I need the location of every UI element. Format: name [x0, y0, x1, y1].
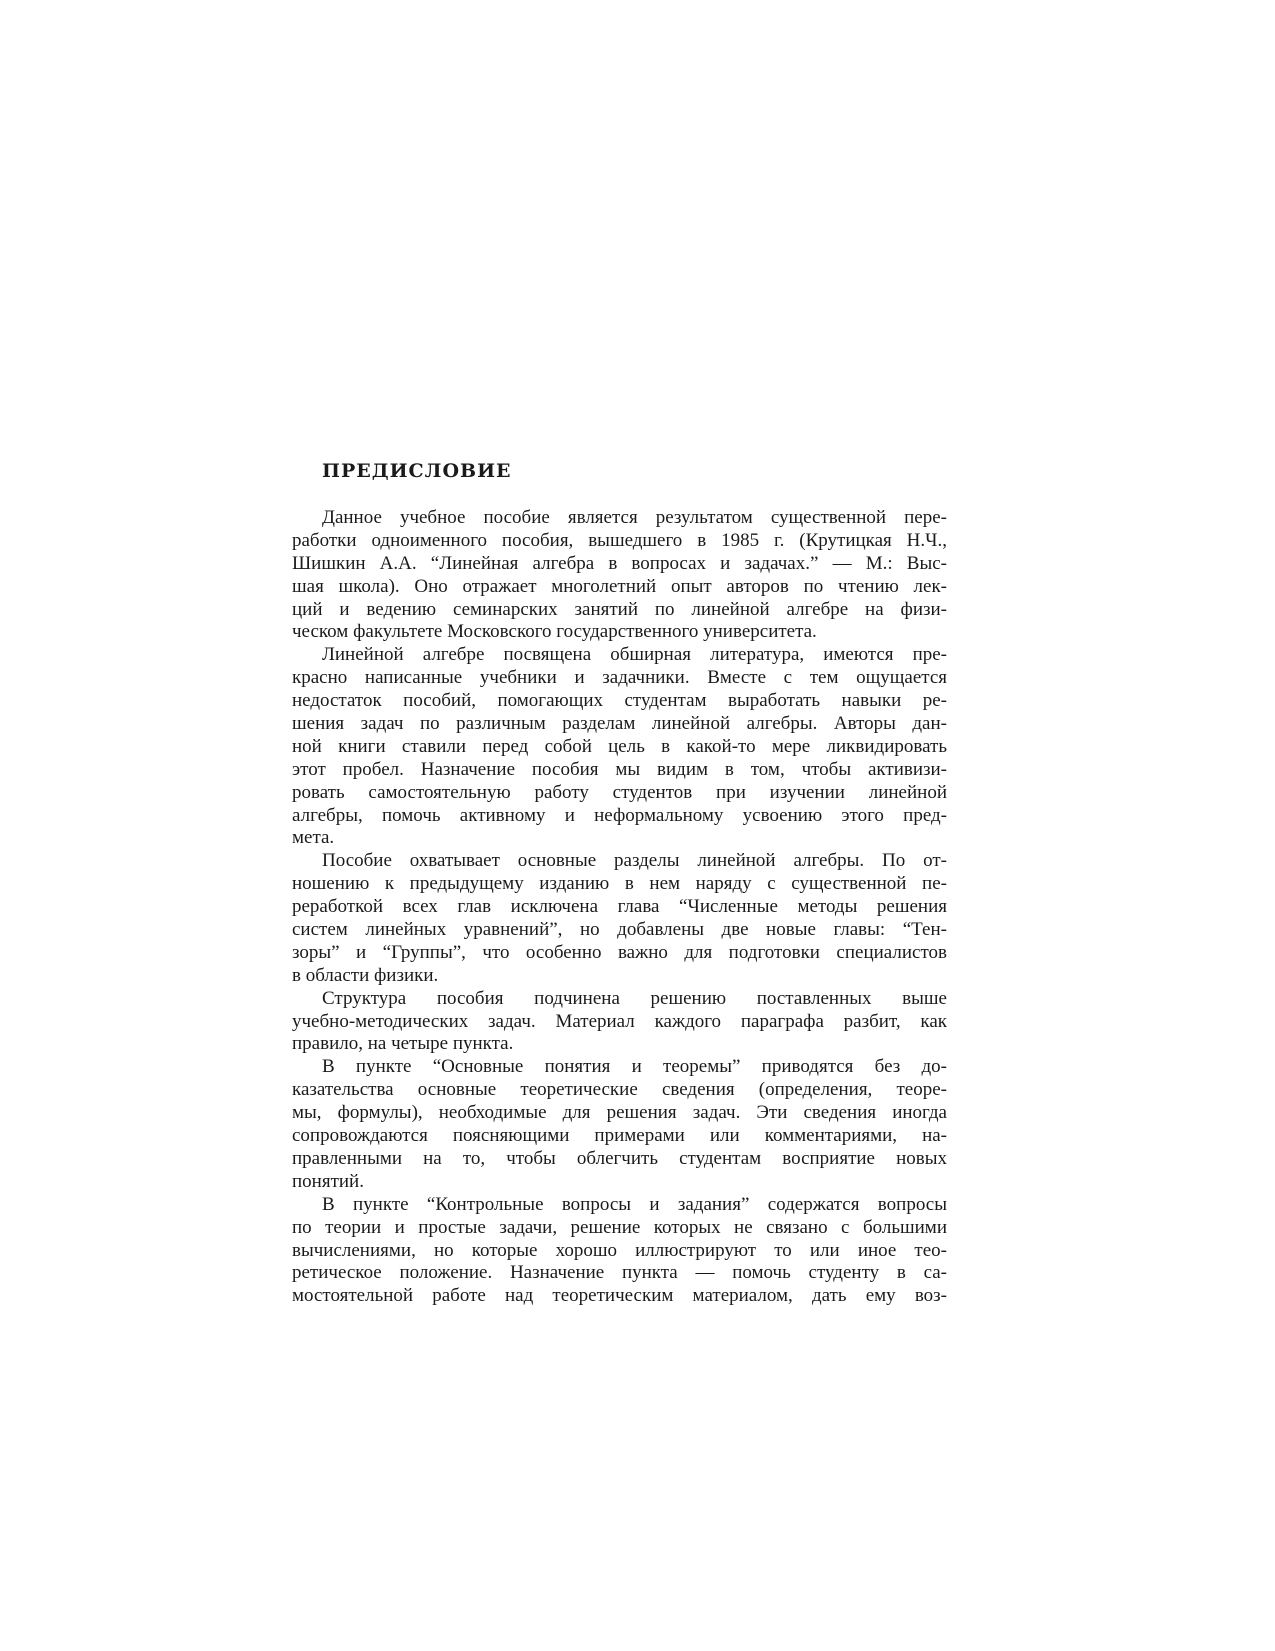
text-line: в области физики. [292, 964, 439, 986]
section-heading: ПРЕДИСЛОВИЕ [322, 460, 512, 482]
text-line: В пункте “Контрольные вопросы и задания” содержатся вопросы [322, 1193, 947, 1215]
text-line: работки одноименного пособия, вышедшего в 1985 г. (Крутицкая Н.Ч., [292, 529, 947, 551]
text-line: казательства основные теоретические сведения (определения, теоре- [292, 1079, 947, 1101]
text-line: ций и ведению семинарских занятий по линейной алгебре на физи- [292, 598, 947, 620]
text-line: систем линейных уравнений”, но добавлены две новые главы: “Тен- [292, 919, 947, 941]
text-line: ношению к предыдущему изданию в нем наряду с существенной пе- [292, 873, 947, 895]
text-line: зоры” и “Группы”, что особенно важно для подготовки специалистов [292, 941, 947, 963]
text-line: понятий. [292, 1170, 364, 1192]
text-line: мета. [292, 827, 335, 849]
text-line: Пособие охватывает основные разделы линейной алгебры. По от- [322, 850, 947, 872]
text-line: реработкой всех глав исключена глава “Численные методы решения [292, 896, 947, 918]
text-line: Структура пособия подчинена решению поставленных выше [322, 987, 947, 1009]
text-line: мостоятельной работе над теоретическим материалом, дать ему воз- [292, 1285, 947, 1307]
preface-body [292, 507, 947, 1308]
text-line: В пункте “Основные понятия и теоремы” приводятся без до- [322, 1056, 947, 1078]
text-line: шая школа). Оно отражает многолетний опыт авторов по чтению лек- [292, 575, 947, 597]
text-line: Данное учебное пособие является результатом существенной пере- [322, 507, 947, 528]
text-line: шения задач по различным разделам линейной алгебры. Авторы дан- [292, 713, 947, 735]
text-line: по теории и простые задачи, решение которых не связано с большими [292, 1216, 947, 1238]
text-line: недостаток пособий, помогающих студентам выработать навыки ре- [292, 690, 947, 712]
text-line: алгебры, помочь активному и неформальному усвоению этого пред- [292, 804, 947, 826]
text-line: Шишкин А.А. “Линейная алгебра в вопросах и задачах.” — М.: Выс- [292, 552, 947, 574]
text-line: учебно-методических задач. Материал каждого параграфа разбит, как [292, 1010, 947, 1032]
text-line: красно написанные учебники и задачники. Вместе с тем ощущается [292, 667, 947, 689]
text-line: правленными на то, чтобы облегчить студентам восприятие новых [292, 1147, 947, 1169]
text-line: этот пробел. Назначение пособия мы видим в том, чтобы активизи- [292, 758, 947, 780]
text-line: ческом факультете Московского государственного университета. [292, 621, 817, 643]
text-line: вычислениями, но которые хорошо иллюстрируют то или иное тео- [292, 1239, 947, 1261]
text-line: сопровождаются поясняющими примерами или комментариями, на- [292, 1125, 947, 1147]
text-line: ровать самостоятельную работу студентов при изучении линейной [292, 781, 947, 803]
text-line: правило, на четыре пункта. [292, 1033, 514, 1055]
text-line: ретическое положение. Назначение пункта — помочь студенту в са- [292, 1262, 947, 1284]
text-line: мы, формулы), необходимые для решения задач. Эти сведения иногда [292, 1102, 947, 1124]
text-line: ной книги ставили перед собой цель в какой-то мере ликвидировать [292, 735, 947, 757]
text-line: Линейной алгебре посвящена обширная литература, имеются пре- [322, 644, 947, 666]
